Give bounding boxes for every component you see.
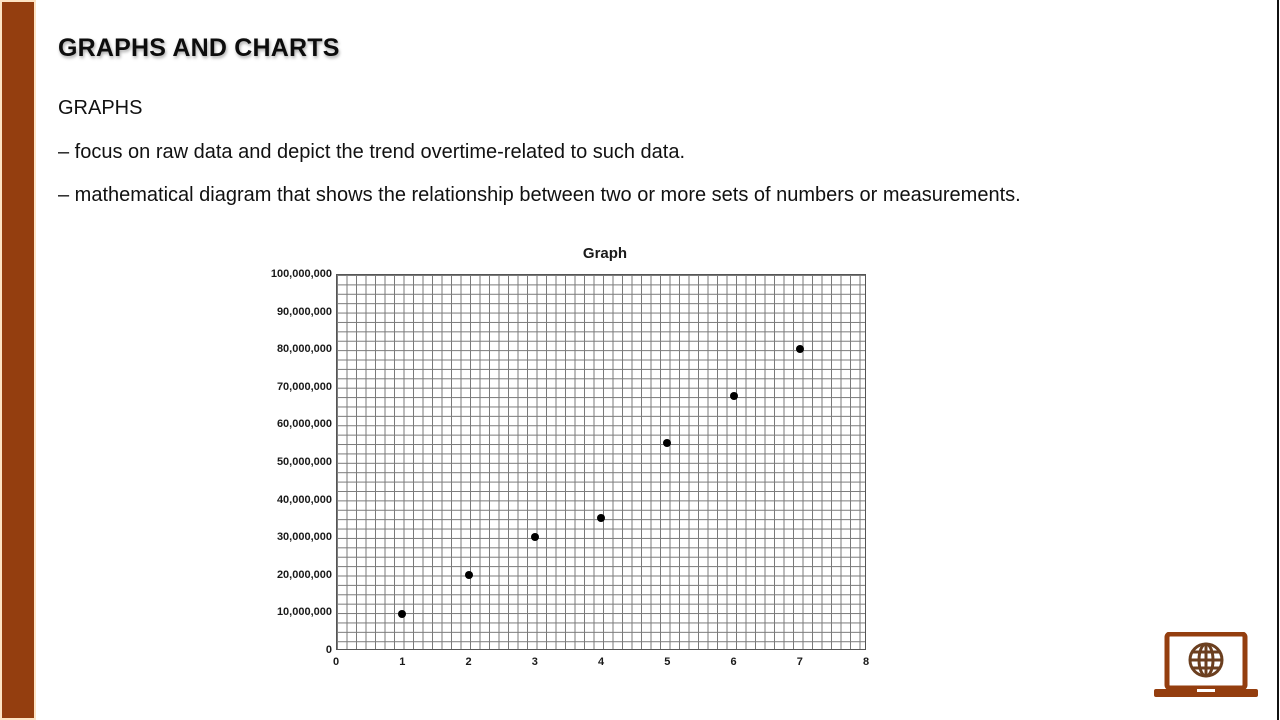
x-tick-label: 6 [730,656,737,668]
section-heading: GRAPHS [58,97,143,119]
data-point [531,533,539,541]
y-tick-label: 0 [325,644,332,656]
x-tick-label: 1 [399,656,406,668]
x-tick-label: 8 [862,656,870,668]
x-tick-label: 7 [796,656,803,668]
chart-title: Graph [582,245,628,262]
data-point [796,345,804,353]
y-tick-label: 60,000,000 [276,418,332,431]
data-point [730,392,738,400]
y-tick-label: 100,000,000 [270,268,332,280]
x-tick-label: 2 [465,656,472,668]
bullet-point: – focus on raw data and depict the trend overtime-related to such data. [58,141,686,163]
laptop-globe-icon [1153,632,1259,698]
y-tick-label: 40,000,000 [276,493,332,506]
slide-title: GRAPHS AND CHARTS [58,34,340,62]
y-tick-label: 80,000,000 [276,343,332,356]
data-point [663,439,671,447]
data-point [465,571,473,579]
y-tick-label: 10,000,000 [276,606,332,619]
y-tick-label: 30,000,000 [276,531,332,544]
plot-area-grid [336,274,866,650]
data-point [398,610,406,618]
x-tick-label: 5 [664,656,671,668]
bullet-point: – mathematical diagram that shows the relationship between two or more sets of numbers or measurements. [58,184,1021,206]
x-tick-label: 3 [531,656,538,668]
x-tick-label: 0 [332,656,340,668]
x-tick-label: 4 [597,656,605,668]
accent-side-bar [2,2,34,718]
slide-edge [1277,0,1279,720]
data-point [597,514,605,522]
y-tick-label: 50,000,000 [276,456,332,468]
y-tick-label: 70,000,000 [276,380,332,393]
y-tick-label: 20,000,000 [276,568,332,581]
y-tick-label: 90,000,000 [276,305,332,318]
